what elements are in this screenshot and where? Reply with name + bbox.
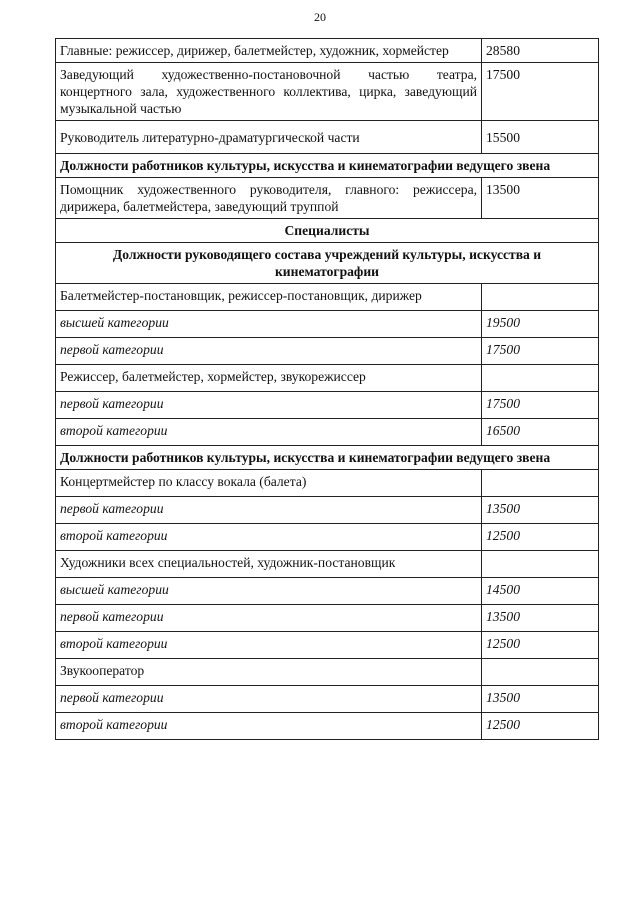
section-heading: Должности работников культуры, искусства и кинематографии ведущего звена [56, 154, 599, 178]
group-row [56, 284, 599, 311]
salary-value: 15500 [482, 121, 599, 154]
category-name: высшей категории [56, 311, 482, 338]
category-row [56, 524, 599, 551]
category-name: второй категории [56, 419, 482, 446]
section-row [56, 219, 599, 243]
salary-value [482, 551, 599, 578]
category-row [56, 338, 599, 365]
salary-value: 12500 [482, 524, 599, 551]
category-name: высшей категории [56, 578, 482, 605]
category-name: первой категории [56, 686, 482, 713]
category-name: первой категории [56, 392, 482, 419]
position-group-name: Режиссер, балетмейстер, хормейстер, звукорежиссер [56, 365, 482, 392]
category-row [56, 578, 599, 605]
salary-value: 12500 [482, 632, 599, 659]
salary-value: 17500 [482, 338, 599, 365]
category-row [56, 392, 599, 419]
salary-value: 28580 [482, 39, 599, 63]
position-name: Помощник художественного руководителя, главного: режиссера, дирижера, балетмейстера, заведующий труппой [56, 178, 482, 219]
position-name: Главные: режиссер, дирижер, балетмейстер, художник, хормейстер [56, 39, 482, 63]
section-row [56, 154, 599, 178]
category-row [56, 632, 599, 659]
position-group-name: Концертмейстер по классу вокала (балета) [56, 470, 482, 497]
table-row [56, 39, 599, 63]
category-name: первой категории [56, 497, 482, 524]
category-row [56, 686, 599, 713]
position-group-name: Звукооператор [56, 659, 482, 686]
salary-value [482, 284, 599, 311]
category-name: первой категории [56, 605, 482, 632]
category-name: второй категории [56, 713, 482, 740]
category-row [56, 605, 599, 632]
position-name: Заведующий художественно-постановочной частью театра, концертного зала, художественного коллектива, цирка, заведующий музыкальной частью [56, 63, 482, 121]
group-row [56, 659, 599, 686]
table-row [56, 121, 599, 154]
position-name: Руководитель литературно-драматургической части [56, 121, 482, 154]
salary-value: 19500 [482, 311, 599, 338]
category-name: второй категории [56, 632, 482, 659]
section-heading: Должности руководящего состава учреждений культуры, искусства и кинематографии [56, 243, 599, 284]
category-row [56, 311, 599, 338]
salary-value: 13500 [482, 497, 599, 524]
category-row [56, 497, 599, 524]
section-heading: Специалисты [56, 219, 599, 243]
salary-value: 13500 [482, 178, 599, 219]
category-name: второй категории [56, 524, 482, 551]
page-number: 20 [314, 10, 326, 24]
salary-value: 13500 [482, 686, 599, 713]
salary-value [482, 470, 599, 497]
salary-value [482, 659, 599, 686]
salary-table [55, 38, 599, 740]
position-group-name: Балетмейстер-постановщик, режиссер-постановщик, дирижер [56, 284, 482, 311]
table-row [56, 178, 599, 219]
table-row [56, 63, 599, 121]
group-row [56, 470, 599, 497]
group-row [56, 551, 599, 578]
position-group-name: Художники всех специальностей, художник-постановщик [56, 551, 482, 578]
group-row [56, 365, 599, 392]
section-heading: Должности работников культуры, искусства и кинематографии ведущего звена [56, 446, 599, 470]
salary-value: 16500 [482, 419, 599, 446]
salary-value [482, 365, 599, 392]
section-row [56, 243, 599, 284]
section-row [56, 446, 599, 470]
salary-value: 14500 [482, 578, 599, 605]
salary-value: 12500 [482, 713, 599, 740]
category-name: первой категории [56, 338, 482, 365]
category-row [56, 713, 599, 740]
salary-value: 13500 [482, 605, 599, 632]
category-row [56, 419, 599, 446]
salary-value: 17500 [482, 392, 599, 419]
salary-value: 17500 [482, 63, 599, 121]
